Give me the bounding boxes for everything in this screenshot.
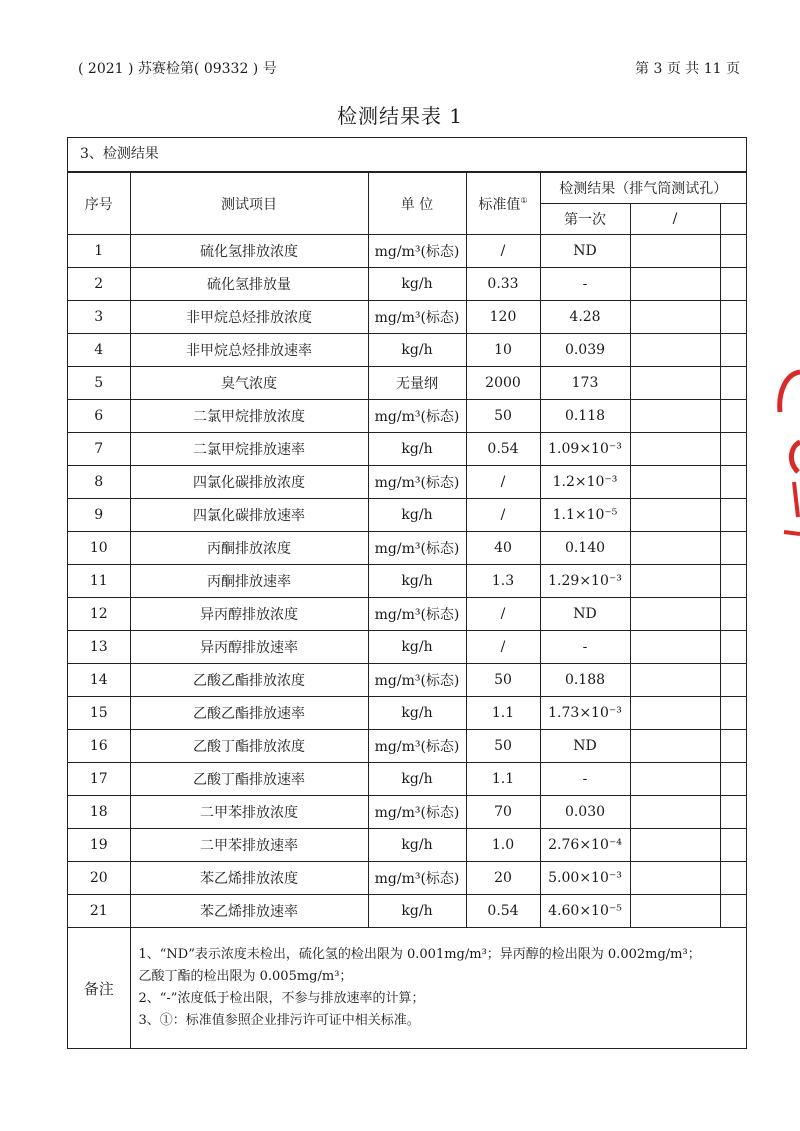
report-number: ( 2021 ) 苏赛检第( 09332 ) 号	[78, 61, 277, 77]
cell-result: 1.1×10⁻⁵	[540, 499, 630, 532]
cell-seq: 17	[68, 763, 130, 796]
cell-empty	[630, 763, 720, 796]
header-empty	[720, 204, 746, 235]
cell-item: 苯乙烯排放速率	[130, 895, 368, 928]
table-row	[68, 268, 746, 301]
table-row	[68, 829, 746, 862]
page-title: 检测结果表 1	[336, 104, 464, 128]
cell-standard: /	[466, 499, 540, 532]
cell-empty	[630, 829, 720, 862]
cell-empty	[630, 334, 720, 367]
cell-empty	[630, 235, 720, 268]
table-row	[68, 334, 746, 367]
cell-standard: 0.54	[466, 895, 540, 928]
cell-seq: 10	[68, 532, 130, 565]
cell-empty	[630, 499, 720, 532]
cell-seq: 11	[68, 565, 130, 598]
cell-unit: kg/h	[368, 631, 466, 664]
table-row	[68, 631, 746, 664]
page-number: 第 3 页 共 11 页	[635, 61, 740, 77]
table-row	[68, 862, 746, 895]
cell-item: 苯乙烯排放浓度	[130, 862, 368, 895]
cell-empty	[720, 895, 746, 928]
cell-seq: 6	[68, 400, 130, 433]
table-row	[68, 565, 746, 598]
cell-unit: mg/m³(标态)	[368, 235, 466, 268]
page-header	[78, 58, 740, 78]
cell-result: 5.00×10⁻³	[540, 862, 630, 895]
cell-result: 1.2×10⁻³	[540, 466, 630, 499]
cell-unit: kg/h	[368, 697, 466, 730]
table-row	[68, 532, 746, 565]
header-standard: 标准值①	[466, 173, 540, 235]
cell-empty	[630, 565, 720, 598]
cell-result: -	[540, 763, 630, 796]
cell-seq: 4	[68, 334, 130, 367]
cell-standard: 50	[466, 730, 540, 763]
cell-result: 0.118	[540, 400, 630, 433]
cell-unit: mg/m³(标态)	[368, 598, 466, 631]
table-header-row	[68, 173, 746, 204]
cell-standard: 70	[466, 796, 540, 829]
table-row	[68, 367, 746, 400]
cell-unit: mg/m³(标态)	[368, 664, 466, 697]
cell-seq: 1	[68, 235, 130, 268]
cell-standard: 20	[466, 862, 540, 895]
cell-unit: 无量纲	[368, 367, 466, 400]
cell-seq: 14	[68, 664, 130, 697]
section-label: 3、检测结果	[68, 138, 746, 172]
cell-result: ND	[540, 730, 630, 763]
cell-result: 0.030	[540, 796, 630, 829]
cell-empty	[630, 466, 720, 499]
cell-result: 1.09×10⁻³	[540, 433, 630, 466]
cell-seq: 20	[68, 862, 130, 895]
cell-standard: 1.3	[466, 565, 540, 598]
cell-result: 0.188	[540, 664, 630, 697]
cell-empty	[630, 664, 720, 697]
cell-seq: 7	[68, 433, 130, 466]
remark-line: 1、“ND”表示浓度未检出，硫化氢的检出限为 0.001mg/m³；异丙醇的检出限为 0.002mg/m³；	[138, 947, 701, 962]
cell-empty	[720, 433, 746, 466]
cell-unit: kg/h	[368, 334, 466, 367]
results-table	[68, 172, 746, 1048]
cell-empty	[630, 697, 720, 730]
cell-empty	[720, 334, 746, 367]
cell-seq: 13	[68, 631, 130, 664]
cell-result: 1.73×10⁻³	[540, 697, 630, 730]
cell-empty	[720, 301, 746, 334]
header-item: 测试项目	[130, 173, 368, 235]
cell-item: 丙酮排放浓度	[130, 532, 368, 565]
cell-empty	[720, 631, 746, 664]
header-unit: 单 位	[368, 173, 466, 235]
cell-empty	[720, 400, 746, 433]
cell-result: 4.28	[540, 301, 630, 334]
cell-item: 乙酸乙酯排放速率	[130, 697, 368, 730]
cell-empty	[720, 466, 746, 499]
table-row	[68, 466, 746, 499]
cell-item: 丙酮排放速率	[130, 565, 368, 598]
cell-seq: 2	[68, 268, 130, 301]
cell-item: 二氯甲烷排放浓度	[130, 400, 368, 433]
cell-item: 乙酸乙酯排放浓度	[130, 664, 368, 697]
header-result-group: 检测结果（排气筒测试孔）	[540, 173, 746, 204]
cell-empty	[720, 763, 746, 796]
cell-empty	[720, 235, 746, 268]
cell-item: 非甲烷总烃排放速率	[130, 334, 368, 367]
cell-item: 异丙醇排放浓度	[130, 598, 368, 631]
cell-standard: 40	[466, 532, 540, 565]
cell-item: 非甲烷总烃排放浓度	[130, 301, 368, 334]
cell-item: 异丙醇排放速率	[130, 631, 368, 664]
cell-result: -	[540, 268, 630, 301]
cell-item: 硫化氢排放浓度	[130, 235, 368, 268]
cell-unit: mg/m³(标态)	[368, 730, 466, 763]
remarks-body	[130, 928, 746, 1049]
cell-empty	[720, 829, 746, 862]
cell-empty	[630, 862, 720, 895]
cell-item: 乙酸丁酯排放速率	[130, 763, 368, 796]
cell-unit: kg/h	[368, 829, 466, 862]
table-row	[68, 697, 746, 730]
cell-empty	[630, 301, 720, 334]
cell-seq: 5	[68, 367, 130, 400]
cell-empty	[630, 730, 720, 763]
cell-unit: mg/m³(标态)	[368, 532, 466, 565]
table-row	[68, 796, 746, 829]
cell-empty	[630, 598, 720, 631]
cell-empty	[720, 565, 746, 598]
table-row	[68, 235, 746, 268]
cell-empty	[720, 499, 746, 532]
cell-standard: /	[466, 235, 540, 268]
cell-standard: 50	[466, 400, 540, 433]
cell-item: 二甲苯排放速率	[130, 829, 368, 862]
cell-standard: 10	[466, 334, 540, 367]
cell-seq: 9	[68, 499, 130, 532]
cell-standard: 50	[466, 664, 540, 697]
cell-unit: kg/h	[368, 499, 466, 532]
cell-unit: mg/m³(标态)	[368, 466, 466, 499]
cell-empty	[720, 730, 746, 763]
cell-standard: 2000	[466, 367, 540, 400]
cell-result: -	[540, 631, 630, 664]
cell-seq: 18	[68, 796, 130, 829]
cell-seq: 16	[68, 730, 130, 763]
cell-empty	[720, 268, 746, 301]
cell-item: 四氯化碳排放浓度	[130, 466, 368, 499]
table-row	[68, 763, 746, 796]
cell-empty	[720, 862, 746, 895]
table-row	[68, 499, 746, 532]
cell-result: 1.29×10⁻³	[540, 565, 630, 598]
remark-line: 2、“-”浓度低于检出限，不参与排放速率的计算；	[138, 991, 425, 1006]
cell-standard: 0.54	[466, 433, 540, 466]
cell-seq: 21	[68, 895, 130, 928]
cell-empty	[720, 697, 746, 730]
cell-unit: kg/h	[368, 565, 466, 598]
cell-empty	[720, 532, 746, 565]
remarks-label: 备注	[68, 928, 130, 1049]
cell-item: 乙酸丁酯排放浓度	[130, 730, 368, 763]
cell-result: ND	[540, 235, 630, 268]
cell-empty	[630, 433, 720, 466]
table-row	[68, 664, 746, 697]
cell-standard: /	[466, 631, 540, 664]
cell-empty	[630, 796, 720, 829]
cell-seq: 15	[68, 697, 130, 730]
cell-standard: 1.0	[466, 829, 540, 862]
cell-standard: 0.33	[466, 268, 540, 301]
cell-seq: 12	[68, 598, 130, 631]
cell-item: 二甲苯排放浓度	[130, 796, 368, 829]
cell-unit: mg/m³(标态)	[368, 400, 466, 433]
cell-standard: /	[466, 598, 540, 631]
cell-unit: kg/h	[368, 763, 466, 796]
cell-item: 臭气浓度	[130, 367, 368, 400]
cell-empty	[630, 895, 720, 928]
cell-unit: kg/h	[368, 895, 466, 928]
table-row	[68, 301, 746, 334]
cell-unit: mg/m³(标态)	[368, 862, 466, 895]
table-row	[68, 400, 746, 433]
cell-item: 硫化氢排放量	[130, 268, 368, 301]
cell-item: 二氯甲烷排放速率	[130, 433, 368, 466]
cell-seq: 8	[68, 466, 130, 499]
standard-footnote-mark: ①	[520, 195, 528, 205]
table-row	[68, 730, 746, 763]
remark-line: 3、①：标准值参照企业排污许可证中相关标准。	[138, 1013, 420, 1028]
cell-empty	[720, 367, 746, 400]
cell-unit: kg/h	[368, 268, 466, 301]
remarks-row	[68, 928, 746, 1049]
cell-empty	[720, 796, 746, 829]
header-seq: 序号	[68, 173, 130, 235]
table-row	[68, 433, 746, 466]
cell-result: 4.60×10⁻⁵	[540, 895, 630, 928]
cell-standard: /	[466, 466, 540, 499]
cell-unit: mg/m³(标态)	[368, 796, 466, 829]
cell-empty	[630, 400, 720, 433]
cell-result: 2.76×10⁻⁴	[540, 829, 630, 862]
table-row	[68, 895, 746, 928]
cell-empty	[630, 532, 720, 565]
cell-empty	[720, 598, 746, 631]
cell-seq: 19	[68, 829, 130, 862]
cell-seq: 3	[68, 301, 130, 334]
cell-standard: 1.1	[466, 697, 540, 730]
red-seal-stamp-fragment	[772, 352, 800, 552]
cell-result: 173	[540, 367, 630, 400]
results-sheet	[67, 137, 747, 1049]
cell-unit: kg/h	[368, 433, 466, 466]
cell-empty	[630, 367, 720, 400]
table-row	[68, 598, 746, 631]
cell-unit: mg/m³(标态)	[368, 301, 466, 334]
cell-empty	[630, 268, 720, 301]
cell-standard: 1.1	[466, 763, 540, 796]
cell-empty	[630, 631, 720, 664]
header-first: 第一次	[540, 204, 630, 235]
cell-result: 0.140	[540, 532, 630, 565]
cell-item: 四氯化碳排放速率	[130, 499, 368, 532]
remark-line: 乙酸丁酯的检出限为 0.005mg/m³；	[138, 969, 353, 984]
cell-result: 0.039	[540, 334, 630, 367]
cell-standard: 120	[466, 301, 540, 334]
header-second: /	[630, 204, 720, 235]
cell-result: ND	[540, 598, 630, 631]
cell-empty	[720, 664, 746, 697]
